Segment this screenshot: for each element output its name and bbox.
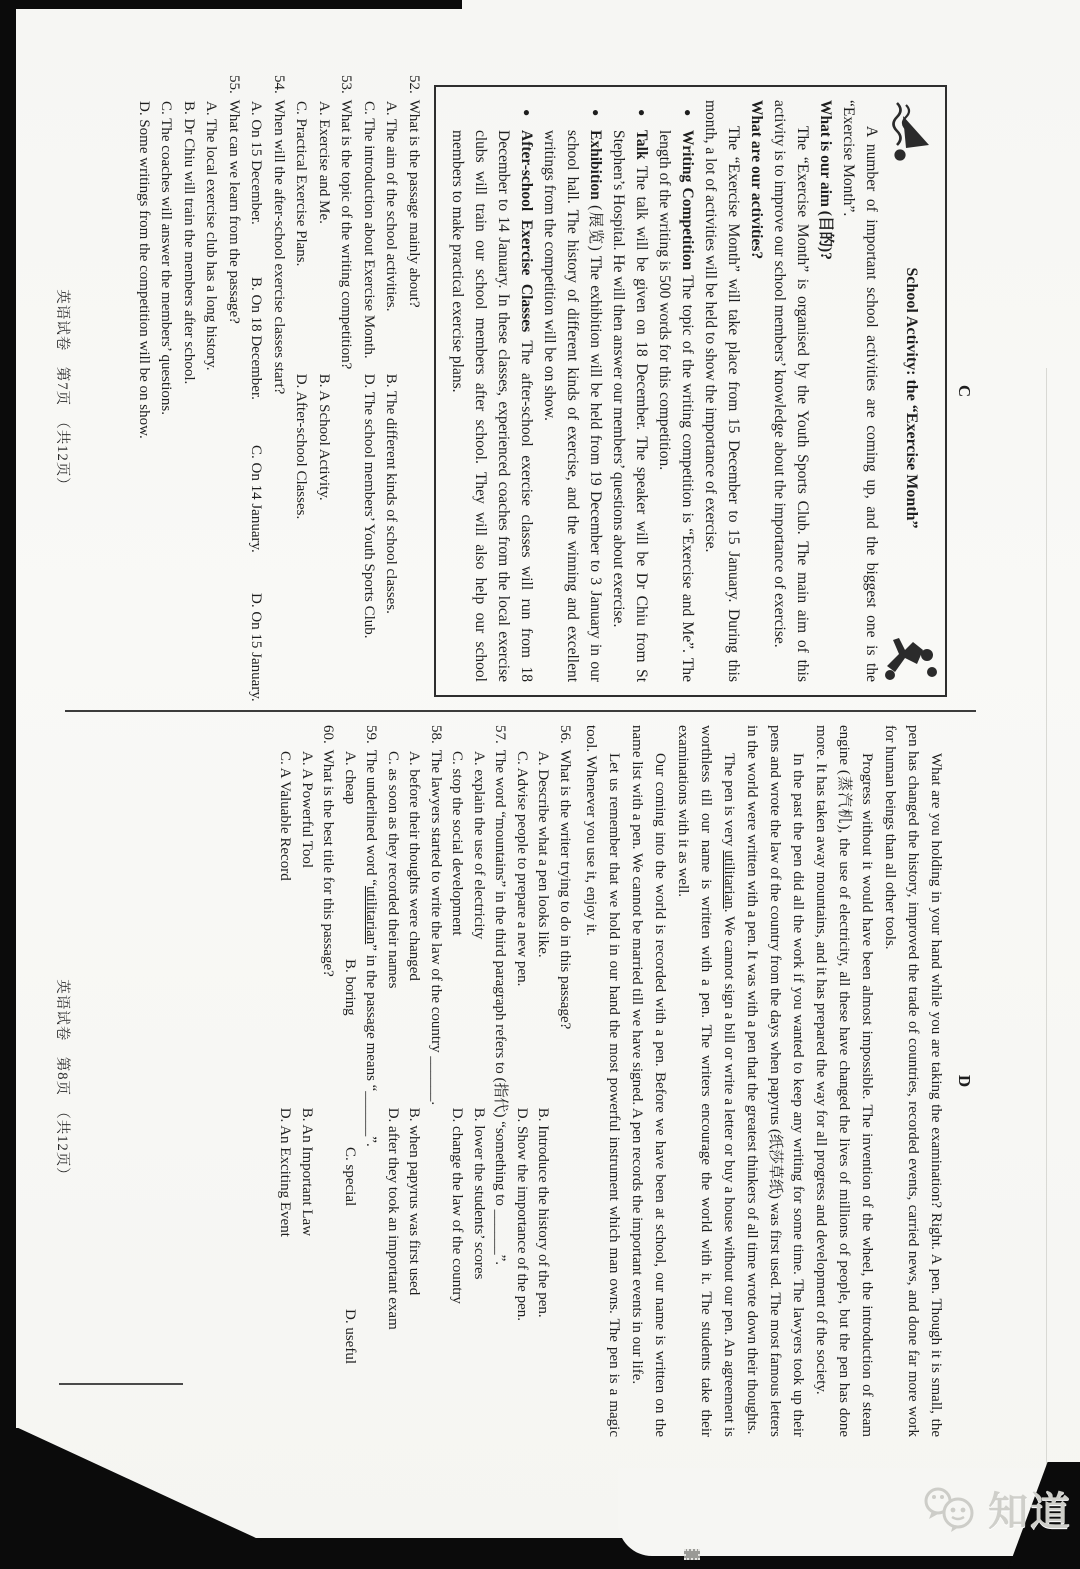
question-number: 59. — [363, 725, 380, 744]
passage-c-intro: A number of important school activities are coming up, and the biggest one is the “Exercise Month”. — [840, 100, 880, 682]
option-c: C. The coaches will answer the members’ questions. — [158, 101, 175, 415]
bullet-text: The after-school exercise classes will run from 18 December to 14 January. In these classes, experienced coaches from the local exercise clubs will train our school members after school. They will also help our school members to make practical exercise plans. — [449, 130, 535, 682]
activities-paragraph: The “Exercise Month” will take place from 15 December to 15 January. During this month, a lot of activities will be held to show the importance of exercise. — [702, 100, 742, 682]
watermark — [920, 1480, 1072, 1537]
question-stem: What is the writer trying to do in this passage? — [557, 749, 573, 1030]
option-d: D. useful — [342, 1309, 358, 1364]
option-a: A. explain the use of electricity — [471, 751, 487, 940]
swimmer-icon — [889, 100, 933, 166]
option-b: B. Dr Chiu will train the members after school. — [181, 101, 197, 385]
option-a: A. Describe what a pen looks like. — [535, 751, 552, 958]
passage-d-paragraph-4 — [671, 725, 740, 1437]
scan-black-edge-top — [0, 0, 462, 9]
passage-d-paragraph-6: Let us remember that we hold in our hand the most powerful instrument which man owns. The pen is a magic tool. Whenever you use it, enjoy it. — [583, 725, 622, 1437]
bullet-text: The talk will be given on 18 December. The speaker will be Dr Chiu from St Stephen’s Hospital. He will then answer our members’ questions about exercise. — [610, 130, 650, 682]
bullet-after-school-classes — [446, 100, 538, 682]
questions-56-60 — [274, 725, 575, 1437]
bullet-text: The topic of the writing competition is “Exercise and Me”. The length of the writing is 500 words for this competition. — [656, 130, 696, 683]
option-b: B. A School Activity. — [316, 373, 332, 501]
bullet-lead: Writing Competition — [679, 130, 696, 271]
scan-artifact — [684, 1549, 700, 1560]
option-b: B. On 18 December. — [248, 277, 265, 400]
question-53-options — [290, 75, 335, 707]
option-c: C. Practical Exercise Plans. — [293, 101, 310, 267]
question-stem: What is the passage mainly about? — [406, 99, 422, 308]
question-56-stem-row — [554, 725, 576, 1437]
option-d: D. change the law of the country — [449, 1107, 466, 1304]
question-57 — [446, 725, 511, 1437]
bullet-talk — [607, 100, 653, 682]
question-55 — [133, 75, 246, 707]
question-57-options — [446, 725, 489, 1437]
question-53 — [290, 75, 358, 707]
bullet-icon: ● — [635, 109, 649, 117]
questions-52-55 — [133, 75, 426, 707]
question-number: 54. — [271, 75, 287, 94]
option-d: D. The school members’ Youth Sports Club. — [361, 373, 377, 639]
question-stem: The lawyers started to write the law of the country ______. — [428, 749, 444, 1106]
option-a: A. The local exercise club has a long history. — [203, 101, 220, 371]
bullet-lead: After-school Exercise Classes — [518, 130, 535, 333]
passage-d-paragraph-3: In the past the pen did all the work if you wanted to keep any writing for some time. The lawyers took up their pens and wrote the law of the country from the days when papyrus (纸莎草纸) was first used. The most famous letters in the world were written with a pen. It was with a pen that the greatest thinkers of all time wrote down their thoughts. — [744, 725, 806, 1437]
question-56 — [511, 725, 576, 1437]
question-52-stem-row — [403, 75, 426, 707]
question-60-stem-row — [317, 725, 339, 1437]
option-d: D. After-school Classes. — [293, 373, 310, 520]
question-60-options — [274, 725, 317, 1437]
question-number: 56. — [557, 725, 573, 744]
footballer-icon — [883, 630, 939, 682]
exam-page-7 — [53, 75, 1028, 707]
question-54-stem-row — [268, 75, 291, 707]
exam-page-8 — [53, 725, 1028, 1437]
page-7-footer: 英语试卷 第7页 （共12页） — [54, 289, 70, 493]
option-a: A. A Powerful Tool — [299, 751, 315, 869]
page-8-footer: 英语试卷 第8页 （共12页） — [54, 979, 70, 1183]
option-c: C. stop the social development — [449, 751, 466, 936]
bullet-lead: Exhibition — [587, 130, 604, 200]
scan-black-edge-left — [0, 0, 16, 1569]
question-number: 53. — [338, 75, 355, 94]
question-stem-underlined: utilitarian — [363, 885, 380, 945]
passage-d-paragraph-1: What are you holding in your hand while you are taking the examination? Right. A pen. Though it is small, the pen has changed the history, improved the trade of countries, recorded events, carried news, and done far more work for human beings than all other tools. — [882, 725, 944, 1437]
question-58-options — [382, 725, 425, 1437]
option-a: A. cheap — [342, 751, 358, 805]
passage-c-title: School Activity: the “Exercise Month” — [903, 267, 920, 529]
passage-d-paragraph-2: Progress without it would have been almost impossible. The invention of the wheel, the introduction of steam engine (蒸汽机), the use of electricity, all these have changed the lives of millions of people, but the pen has done more. It has taken away mountains, and it has prepared the way for all progress and development of the society. — [813, 725, 875, 1437]
question-57-stem-row — [489, 725, 511, 1437]
bullet-exhibition — [538, 100, 607, 682]
aim-heading: What is our aim (目的)? — [817, 100, 834, 260]
question-stem-before: The underlined word “ — [363, 749, 380, 886]
passage-c-header — [883, 100, 939, 682]
option-a: A. Exercise and Me. — [316, 101, 332, 224]
question-stem: The word “mountains” in the third paragraph refers to (指代) “something to ______”. — [492, 749, 509, 1266]
bullet-icon: ● — [681, 109, 695, 117]
bullet-icon: ● — [589, 109, 603, 117]
question-55-stem-row — [223, 75, 246, 707]
option-c: C. special — [342, 1147, 358, 1207]
bullet-text: (展览) The exhibition will be held from 19 December to 3 January in our school hall. The history of different kinds of exercise, and the winning and excellent writings from the competition will be on show. — [541, 130, 604, 682]
aim-paragraph: The “Exercise Month” is organised by the Youth Sports Club. The main aim of this activity is to improve our school members’ knowledge about the importance of exercise. — [771, 100, 811, 682]
bullet-writing-competition — [653, 100, 699, 682]
option-c: C. as soon as they recorded their names — [385, 751, 401, 989]
option-d: D. On 15 January. — [248, 593, 265, 702]
option-b: B. when papyrus was first used — [406, 1107, 423, 1296]
option-c: C. The introduction about Exercise Month. — [361, 101, 377, 359]
question-55-options — [133, 75, 223, 707]
section-d-label: D — [955, 1074, 974, 1088]
question-59-options — [339, 725, 361, 1437]
question-stem: What is the topic of the writing competition? — [338, 99, 355, 370]
option-d: D. An Exciting Event — [277, 1107, 294, 1237]
question-number: 60. — [320, 725, 337, 744]
question-58 — [382, 725, 447, 1437]
chat-bubbles-logo-icon — [920, 1485, 982, 1533]
option-b: B. Introduce the history of the pen. — [535, 1107, 552, 1318]
question-stem-after: ” in the passage means “______”. — [363, 944, 380, 1147]
question-59-stem-row — [360, 725, 382, 1437]
question-53-stem-row — [335, 75, 358, 707]
question-52-options — [358, 75, 403, 707]
question-59 — [339, 725, 382, 1437]
question-54-options — [245, 75, 268, 707]
section-c-label: C — [955, 384, 974, 398]
question-number: 55. — [226, 75, 242, 94]
question-stem: What is the best title for this passage? — [320, 749, 337, 977]
question-52 — [358, 75, 426, 707]
option-b: B. boring — [342, 959, 358, 1016]
question-56-options — [511, 725, 554, 1437]
paragraph-4-after: . We cannot sign a bill or write a letter or buy a house without our pen. An agreement is worthless till our name is written with a pen. The writers encourage the world with it. The students take their examinations with it as well. — [675, 725, 737, 1437]
option-a: A. before their thoughts were changed — [406, 751, 423, 981]
question-number: 58. — [428, 725, 444, 744]
page-seam-line — [65, 710, 976, 712]
option-c: C. On 14 January. — [248, 445, 265, 553]
option-b: B. An Important Law — [299, 1107, 315, 1237]
paragraph-4-before: The pen is very — [721, 753, 737, 851]
option-d: D. after they took an important exam — [385, 1107, 401, 1330]
underlined-word-utilitarian: utilitarian — [721, 850, 737, 909]
option-a: A. On 15 December. — [248, 101, 265, 225]
watermark-label: 知道 — [988, 1490, 1072, 1534]
question-stem: What can we learn from the passage? — [226, 99, 242, 324]
paper-right-edge-shadow — [1046, 368, 1047, 1483]
question-58-stem-row — [425, 725, 447, 1437]
activities-heading: What are our activities? — [748, 100, 765, 260]
question-number: 57. — [492, 725, 509, 744]
option-b: B. lower the students’ scores — [471, 1107, 487, 1280]
option-a: A. The aim of the school activities. — [383, 101, 400, 312]
bullet-icon: ● — [520, 109, 534, 117]
option-d: D. Some writings from the competition will be on show. — [136, 101, 152, 439]
question-54 — [245, 75, 290, 707]
bullet-lead: Talk — [633, 130, 650, 160]
question-number: 52. — [406, 75, 422, 94]
question-stem: When will the after-school exercise classes start? — [271, 99, 287, 395]
option-c: C. A Valuable Record — [277, 751, 294, 881]
passage-d-paragraph-5: Our coming into the world is recorded with a pen. Before we have been at school, our name is written on the name list with a pen. We cannot be married till we have signed. A pen records the important events in our life. — [629, 725, 668, 1437]
passage-c-box — [434, 85, 947, 697]
option-c: C. Advise people to prepare a new pen. — [514, 751, 530, 987]
option-b: B. The different kinds of school classes. — [383, 373, 400, 614]
option-d: D. Show the importance of the pen. — [514, 1107, 530, 1321]
question-60 — [274, 725, 339, 1437]
